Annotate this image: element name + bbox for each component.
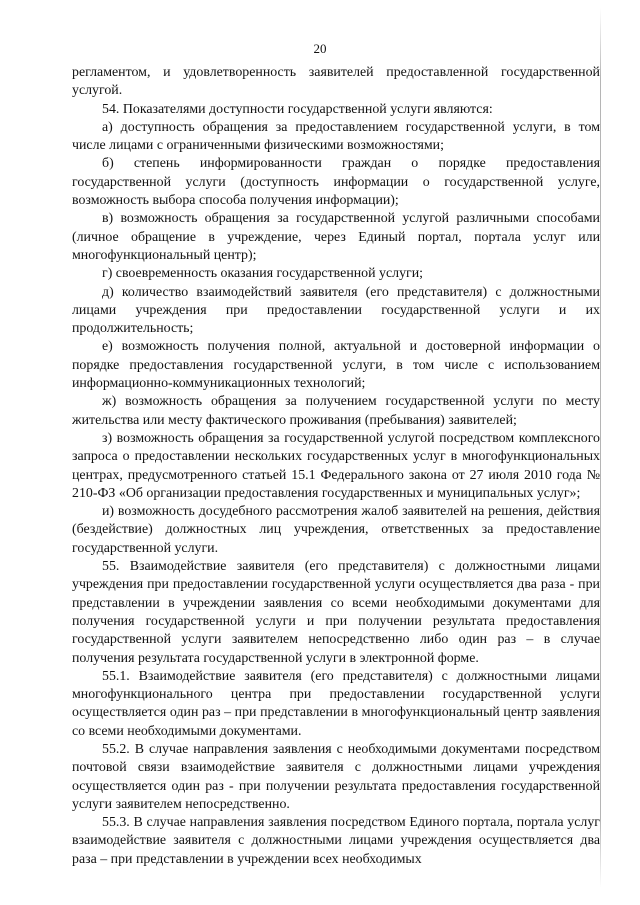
- list-item-a: а) доступность обращения за предоставлением государственной услуги, в том числе лицами с ограниченными физическими возможностями;: [72, 119, 600, 154]
- list-item-v: в) возможность обращения за государственной услугой различными способами (личное обращение в учреждение, через Единый портал, портала услуг или многофункциональный центр);: [72, 211, 600, 263]
- list-item-zh: ж) возможность обращения за получением государственной услуги по месту жительства или месту фактического проживания (пребывания) заявителей;: [72, 394, 600, 428]
- paragraph-continuation: регламентом, и удовлетворенность заявителей предоставленной государственной услугой.: [72, 65, 600, 99]
- paragraph-55-3: 55.3. В случае направления заявления посредством Единого портала, портала услуг взаимодействие заявителя с должностными лицами учреждения осуществляется два раза – при представлении в учреждении всех необходимых: [72, 815, 600, 867]
- page-number: 20: [313, 41, 327, 56]
- list-item-d: д) количество взаимодействий заявителя (его представителя) с должностными лицами учреждения при предоставлении государственной услуги и их продолжительность;: [72, 284, 600, 337]
- list-item-b: б) степень информированности граждан о порядке предоставления государственной услуги (доступность информации о государственной услуге, возможность выбора способа получения информации);: [72, 156, 600, 209]
- document-body: [72, 64, 600, 869]
- list-item-g: г) своевременность оказания государственной услуги;: [102, 266, 424, 282]
- list-item-z: з) возможность обращения за государственной услугой посредством комплексного запроса о предоставлении нескольких государственных услуг в многофункциональных центрах, предусмотренного статьей 15.1 Федерального закона от 27 июля 2010 года № 210-ФЗ «Об организации предоставления государственных и муниципальных услуг»;: [72, 430, 600, 501]
- paragraph-55: 55. Взаимодействие заявителя (его представителя) с должностными лицами учреждения при предоставлении государственной услуги осуществляется два раза - при представлении в учреждении заявления со всеми необходимыми документами для получения государственной услуги и при получении результата предоставления государственной услуги заявителем непосредственно либо один раз – в случае получения результата государственной услуги в электронной форме.: [72, 559, 600, 666]
- paragraph-55-1: 55.1. Взаимодействие заявителя (его представителя) с должностными лицами многофункционального центра при предоставлении государственной услуги осуществляется один раз – при представлении в многофункциональный центр заявления со всеми необходимыми документами.: [72, 668, 600, 739]
- list-item-i: и) возможность досудебного рассмотрения жалоб заявителей на решения, действия (бездействие) должностных лиц учреждения, ответственных за предоставление государственной услуги.: [72, 504, 600, 556]
- scan-edge-line: [600, 8, 601, 888]
- paragraph-54: 54. Показателями доступности государственной услуги являются:: [102, 101, 493, 117]
- paragraph-55-2: 55.2. В случае направления заявления с необходимыми документами посредством почтовой связи взаимодействие заявителя с должностными лицами учреждения осуществляется один раз - при получении результата предоставления государственной услуги заявителем непосредственно.: [72, 741, 600, 812]
- list-item-e: е) возможность получения полной, актуальной и достоверной информации о порядке предоставления государственной услуги, в том числе с использованием информационно-коммуникационных технологий;: [72, 339, 600, 392]
